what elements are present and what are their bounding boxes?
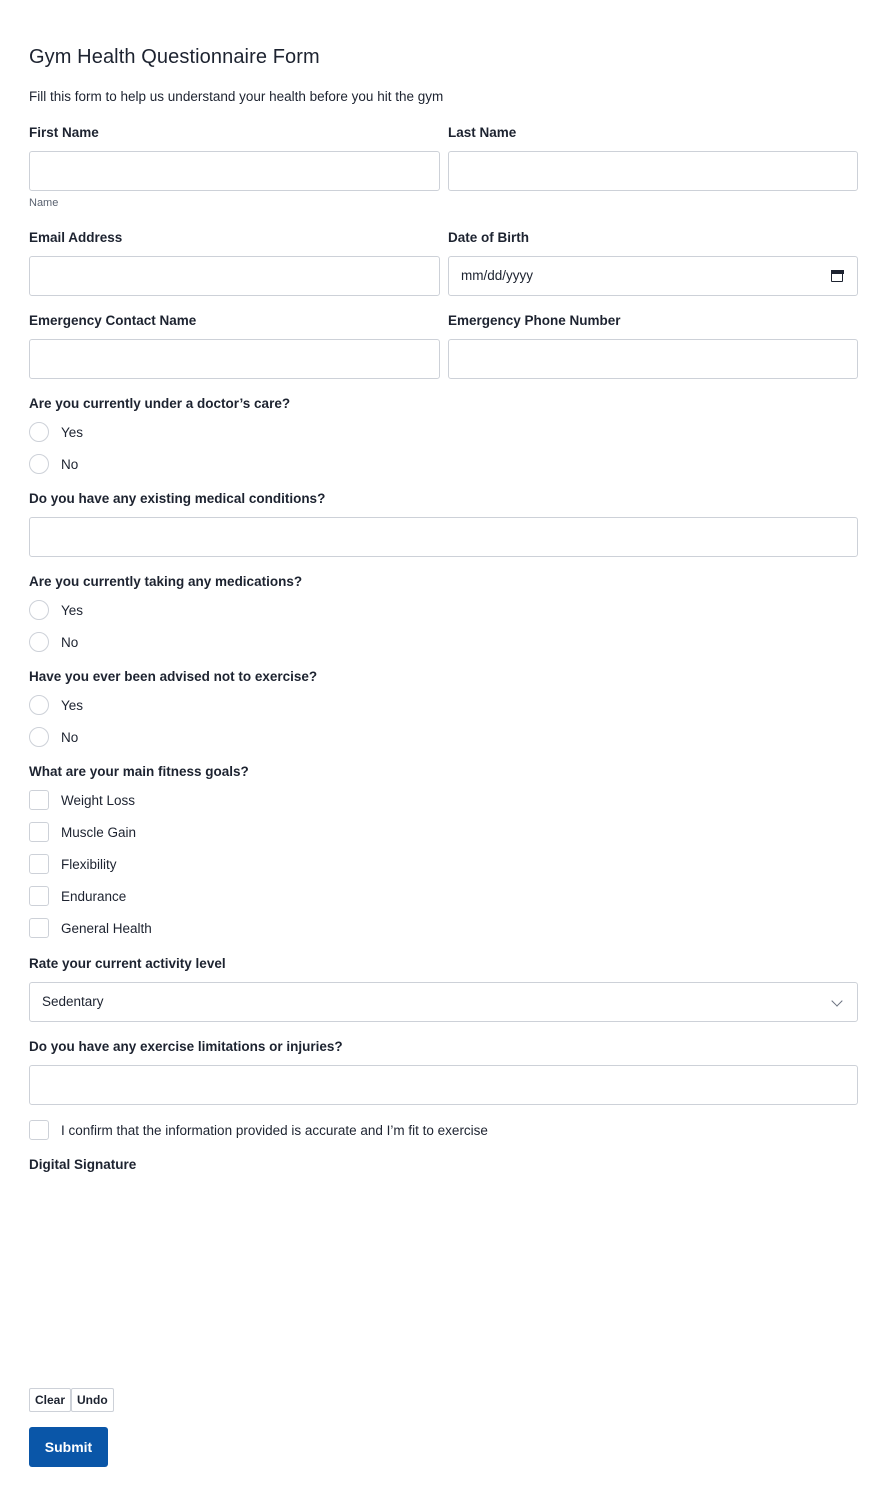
signature-pad[interactable] — [29, 1180, 858, 1380]
goal-weight-loss-checkbox[interactable] — [29, 790, 49, 810]
medical-conditions-label: Do you have any existing medical conditions? — [29, 491, 326, 506]
advised-not-yes-option[interactable] — [29, 694, 83, 716]
limitations-input[interactable] — [29, 1065, 858, 1105]
submit-button[interactable]: Submit — [29, 1427, 108, 1467]
goal-general-health-option[interactable] — [29, 917, 152, 939]
doctor-care-no-label: No — [61, 456, 79, 472]
goal-flexibility-label: Flexibility — [61, 856, 117, 872]
goal-muscle-gain-option[interactable] — [29, 821, 136, 843]
dob-input[interactable] — [448, 256, 858, 296]
activity-level-select[interactable] — [29, 982, 858, 1022]
last-name-input[interactable] — [448, 151, 858, 191]
goal-muscle-gain-checkbox[interactable] — [29, 822, 49, 842]
calendar-icon[interactable] — [831, 270, 843, 282]
email-input[interactable] — [29, 256, 440, 296]
goal-flexibility-checkbox[interactable] — [29, 854, 49, 874]
dob-label: Date of Birth — [448, 230, 529, 245]
chevron-down-icon — [831, 995, 842, 1006]
doctor-care-yes-radio[interactable] — [29, 422, 49, 442]
medications-label: Are you currently taking any medications? — [29, 574, 303, 589]
confirm-option[interactable] — [29, 1119, 488, 1141]
first-name-input[interactable] — [29, 151, 440, 191]
medications-no-radio[interactable] — [29, 632, 49, 652]
advised-not-yes-radio[interactable] — [29, 695, 49, 715]
doctor-care-yes-option[interactable] — [29, 421, 83, 443]
emergency-name-label: Emergency Contact Name — [29, 313, 197, 328]
advised-not-no-label: No — [61, 729, 79, 745]
signature-label: Digital Signature — [29, 1157, 137, 1172]
advised-not-label: Have you ever been advised not to exercise? — [29, 669, 318, 684]
goal-endurance-option[interactable] — [29, 885, 126, 907]
doctor-care-no-option[interactable] — [29, 453, 78, 475]
goal-general-health-label: General Health — [61, 920, 152, 936]
advised-not-no-option[interactable] — [29, 726, 78, 748]
first-name-label: First Name — [29, 125, 99, 140]
medications-yes-radio[interactable] — [29, 600, 49, 620]
goal-endurance-label: Endurance — [61, 888, 127, 904]
doctor-care-yes-label: Yes — [61, 424, 84, 440]
signature-clear-button[interactable]: Clear — [29, 1388, 71, 1412]
emergency-name-input[interactable] — [29, 339, 440, 379]
confirm-checkbox[interactable] — [29, 1120, 49, 1140]
advised-not-yes-label: Yes — [61, 697, 84, 713]
signature-undo-button[interactable]: Undo — [71, 1388, 114, 1412]
first-name-sublabel: Name — [29, 197, 59, 209]
medications-yes-option[interactable] — [29, 599, 83, 621]
advised-not-no-radio[interactable] — [29, 727, 49, 747]
goal-muscle-gain-label: Muscle Gain — [61, 824, 137, 840]
doctor-care-label: Are you currently under a doctor’s care? — [29, 396, 291, 411]
email-label: Email Address — [29, 230, 123, 245]
dob-placeholder: mm/dd/yyyy — [461, 268, 534, 283]
goal-endurance-checkbox[interactable] — [29, 886, 49, 906]
medications-no-label: No — [61, 634, 79, 650]
last-name-label: Last Name — [448, 125, 517, 140]
fitness-goals-label: What are your main fitness goals? — [29, 764, 249, 779]
limitations-label: Do you have any exercise limitations or injuries? — [29, 1039, 343, 1054]
goal-general-health-checkbox[interactable] — [29, 918, 49, 938]
medical-conditions-input[interactable] — [29, 517, 858, 557]
confirm-label: I confirm that the information provided is accurate and I’m fit to exercise — [61, 1122, 488, 1138]
doctor-care-no-radio[interactable] — [29, 454, 49, 474]
emergency-phone-label: Emergency Phone Number — [448, 313, 621, 328]
medications-no-option[interactable] — [29, 631, 78, 653]
medications-yes-label: Yes — [61, 602, 84, 618]
form-description: Fill this form to help us understand your health before you hit the gym — [29, 89, 444, 104]
goal-weight-loss-option[interactable] — [29, 789, 135, 811]
activity-level-value: Sedentary — [42, 994, 104, 1009]
emergency-phone-input[interactable] — [448, 339, 858, 379]
goal-flexibility-option[interactable] — [29, 853, 117, 875]
form-title: Gym Health Questionnaire Form — [29, 46, 320, 68]
activity-level-label: Rate your current activity level — [29, 956, 226, 971]
goal-weight-loss-label: Weight Loss — [61, 792, 136, 808]
